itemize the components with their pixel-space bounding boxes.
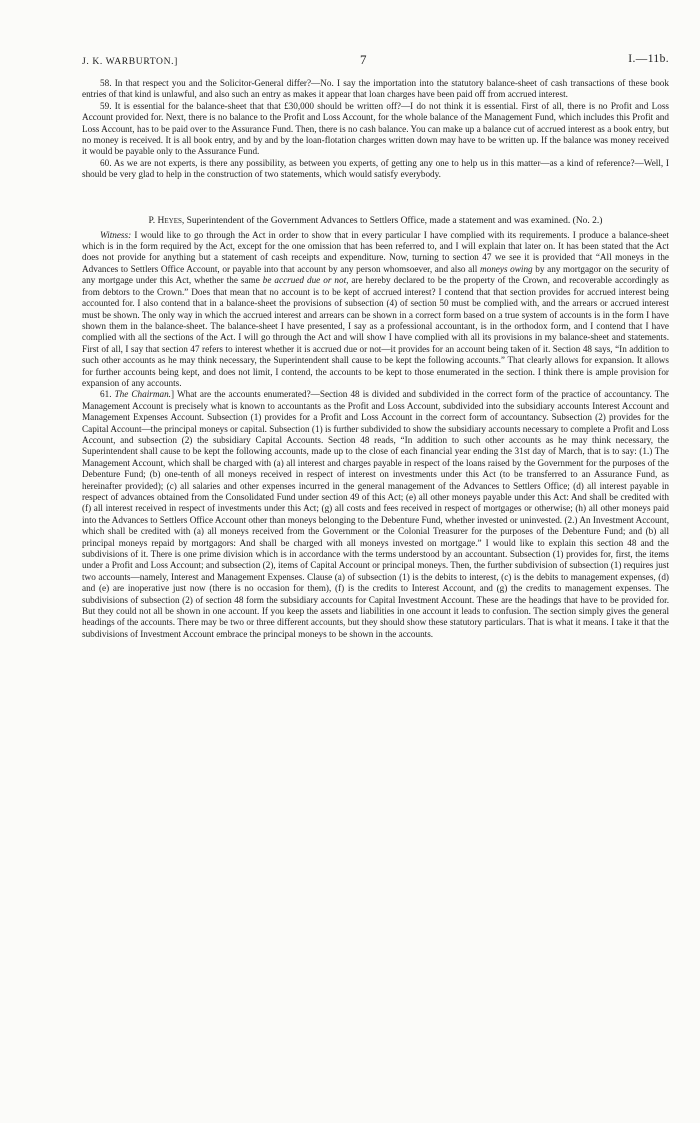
page-header [82, 52, 669, 72]
paragraph-61-text: ] What are the accounts enumerated?—Section 48 is divided and subdivided in the correct form of the practice of accountancy. The Management Account is precisely what is known to accountants as the Profit and Loss Account, subdivided into the subsidiary accounts Interest Account and Management Expenses Account. Subsection (1) provides for a Profit and Loss Account in the correct form of accountancy. Subsection (2) provides for the Capital Account—the principal moneys or capital. Subsection (1) is further subdivided to show the subsidiary accounts necessary to complete a Profit and Loss Account, and subsection (2) the subsidiary Capital Accounts. Section 48 reads, “In addition to such other accounts as he may think necessary, the Superintendent shall cause to be kept the following accounts, made up to the close of each financial year ending the 31st day of March, that is to say: (1.) The Management Account, which shall be charged with (a) all interest and charges payable in respect of the loans raised by the Government for the purposes of the Debenture Fund; (b) one-tenth of all moneys received in respect of interest on investments under this Act (to be transferred to an Assurance Fund, as hereinafter provided); (c) all salaries and other expenses incurred in the general management of the Advances to Settlers Office; (d) all interest payable in respect of advances obtained from the Consolidated Fund under section 49 of this Act; (e) all other moneys payable under this Act: And shall be credited with (f) all interest received in respect of investments under this Act; (g) all costs and fees received in respect of mortgages or otherwise; (h) all other moneys paid into the Advances to Settlers Office Account other than moneys belonging to the Debenture Fund, whether invested or uninvested. (2.) An Investment Account, which shall be credited with (a) all moneys received from the Government or the Colonial Treasurer for the purposes of the Debenture Fund; and (b) all principal moneys repaid by mortgagors: And shall be charged with all moneys invested on mortgage.” I would like to explain this section 48 and the subdivisions of it. There is one prime division which is in accordance with the terms understood by an accountant. Subsection (1) provides for, first, the items under a Profit and Loss Account; and subsection (2), items of Capital Account or principal moneys. Then, the further subdivision of subsection (1) requires just two accounts—namely, Interest and Management Expenses. Clause (a) of subsection (1) is the debits to interest, (c) is the debits to management expenses, (d) and (e) are inoperative just now (there is no occasion for them), (f) is the credits to Interest Account, and (g) the credits to management expenses. The subdivisions of subsection (2) of section 48 form the subsidiary accounts for Capital Investment Account. These are the headings that have to be provided for. But they could not all be shown in one account. If you keep the assets and liabilities in one account it leads to confusion. The section simply gives the general headings of the accounts. There may be two or three different accounts, but they should show these statutory particulars. That is what it means. I take it that the subdivisions of Investment Account embrace the principal moneys to be shown in the accounts. [82, 389, 669, 639]
document-reference: I.—11b. [628, 53, 669, 65]
chairman-label: The Chairman. [114, 389, 171, 400]
paragraph-60: 60. As we are not experts, is there any possibility, as between you experts, of getting any one to help us in this matter—as a kind of reference?—Well, I should be very glad to help in the construction of two statements, which would satisfy everybody. [82, 157, 669, 180]
header-witness-name: J. K. WARBURTON.] [82, 56, 178, 67]
paragraph-59: 59. It is essential for the balance-sheet that that £30,000 should be written off?—I do not think it is essential. First of all, there is no Profit and Loss Account provided for. Next, there is no balance to the Profit and Loss Account, for the whole balance of the Management Fund, which includes this Profit and Loss Account, has to be paid over to the Assurance Fund. Then, there is no cash balance. You can make up a balance cut of accrued interest as a book entry, but no money is received. It is all book entry, and by and by the loan-flotation charges written down may have to be written up. If the balance was money received it would be payable only to the Assurance Fund. [82, 100, 669, 157]
witness-statement-heading [82, 215, 669, 227]
statement-description: , Superintendent of the Government Advances to Settlers Office, made a statement and was examined. (No. 2.) [181, 215, 603, 226]
page-number: 7 [360, 52, 368, 67]
witness-text-1: I would like to go through the Act in order to show that in every particular I have complied with its requirements. I produce a balance-sheet which is in the form required by the Act, except for the one omission that has been referred to, and I will explain that later on. It has been stated that the Act does not provide for anything but a statement of cash receipts and expenditure. Now, turning to section 47 we see it is provided that “All moneys in the Advances to Settlers Office Account, or payable into that account by any person whomsoever, and also all [82, 229, 669, 274]
witness-name: P. Heyes [148, 215, 182, 226]
witness-italic-2: be accrued due or not [262, 275, 347, 286]
witness-text-3: , are hereby declared to be the property of the Crown, and recoverable accordingly as from debtors to the Crown.” Does that mean that no account is to be kept of accrued interest? I contend that that section provides for accrued interest being accounted for. I also contend that in a balance-sheet the provisions of subsection (4) of section 50 must be complied with, and the arrears or accrued interest must be shown. The only way in which the accrued interest and arrears can be shown in a correct form based on a true system of accounts is in the form I have shown them in the balance-sheet. The balance-sheet I have presented, I say as a professional accountant, is in the orthodox form, and I contend that I have complied with all the sections of the Act. I will go through the Act and will show I have complied with all its provisions in my balance-sheet and statements. First of all, I say that section 47 refers to interest whether it is accrued due or not—it provides for an account being taken of it. Section 48 says, “In addition to such other accounts as he may think necessary, the Superintendent shall cause to be kept the following accounts.” That clearly allows for expansion. It allows for further accounts being kept, and does not limit, I contend, the accounts to be kept to those enumerated in the section. I think there is ample provision for expansion of any accounts. [82, 275, 669, 388]
document-page [82, 52, 669, 640]
witness-statement-body [82, 230, 669, 390]
witness-label: Witness: [100, 229, 132, 240]
paragraph-58: 58. In that respect you and the Solicitor-General differ?—No. I say the importation into the statutory balance-sheet of cash transactions of these book entries of that kind is unlawful, and also such an entry as makes it appear that loan charges have been paid off from accrued interest. [82, 78, 669, 100]
question-number: 61. [100, 389, 115, 400]
witness-text-2: by any mortgagor on the security of any mortgage under this Act, whether the same [82, 263, 670, 286]
witness-italic-1: moneys owing [479, 263, 533, 274]
paragraph-61 [82, 389, 669, 640]
